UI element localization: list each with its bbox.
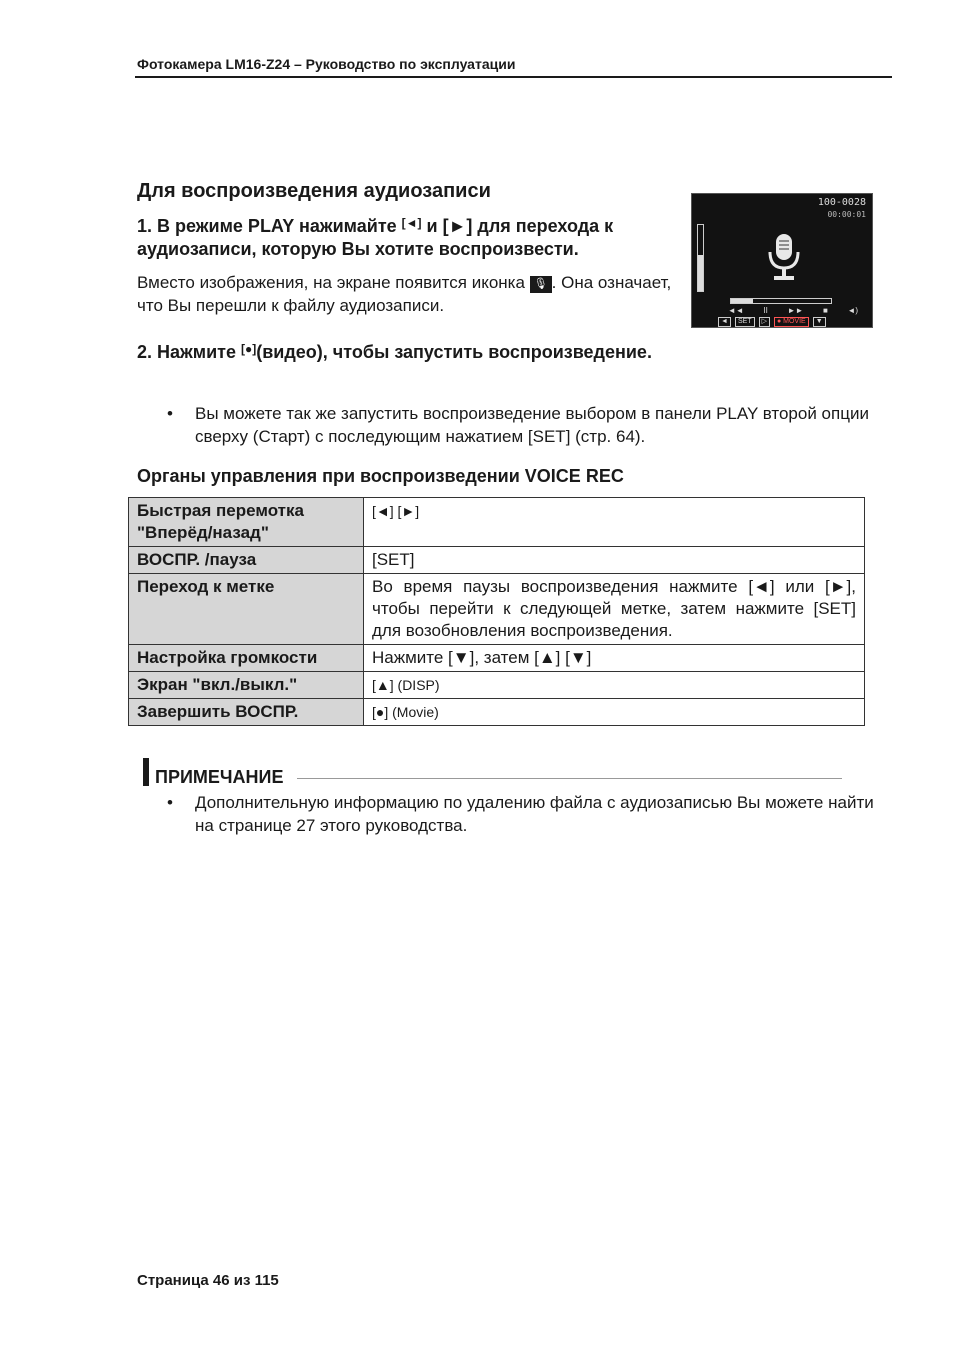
note-title: ПРИМЕЧАНИЕ (155, 767, 284, 787)
table-cell-action: [▲] (DISP) (364, 672, 865, 699)
table-cell-action: [◄] [►] (364, 498, 865, 547)
table-row (129, 672, 865, 699)
step-2-prefix: 2. Нажмите (137, 342, 241, 362)
camera-screen (691, 193, 873, 328)
section-title: Для воспроизведения аудиозаписи (137, 180, 491, 202)
table-row (129, 645, 865, 672)
table-cell-action: [●] (Movie) (364, 699, 865, 726)
step-1-description (137, 271, 677, 317)
step-1 (137, 212, 682, 261)
header-rule (135, 76, 892, 78)
table-cell-control: Экран "вкл./выкл." (129, 672, 364, 699)
note-bullet (167, 791, 879, 837)
playback-controls (718, 306, 868, 315)
desc-after: . Она означает, что Вы перешли к файлу аудиозаписи. (137, 273, 672, 315)
bullet-dot: • (167, 793, 173, 812)
table-row (129, 498, 865, 547)
key-set: SET (735, 317, 755, 327)
note-marker (143, 758, 149, 786)
volume-fill (698, 255, 703, 291)
table-cell-control: Завершить ВОСПР. (129, 699, 364, 726)
bullet-text: Вы можете так же запустить воспроизведение выбором в панели PLAY второй опции сверху (Старт) с последующим нажатием [SET] (стр. 64). (195, 404, 869, 446)
key-down: ▼ (813, 317, 826, 327)
table-cell-control: Настройка громкости (129, 645, 364, 672)
table-title: Органы управления при воспроизведении VOICE REC (137, 466, 624, 486)
rewind-key-glyph: [◄] (401, 216, 422, 230)
table-cell-control: ВОСПР. /пауза (129, 547, 364, 574)
key-movie: ● MOVIE (774, 317, 809, 327)
table-cell-control: Переход к метке (129, 574, 364, 645)
step-2 (137, 338, 677, 364)
table-row (129, 574, 865, 645)
desc-before: Вместо изображения, на экране появится иконка (137, 273, 530, 292)
step-1-suffix: и [►] для перехода к аудиозаписи, которую Вы хотите воспроизвести. (137, 216, 614, 259)
controls-table (128, 497, 865, 726)
volume-icon: ◄) (847, 306, 859, 315)
page-header: Фотокамера LM16-Z24 – Руководство по эксплуатации (137, 56, 516, 72)
note-rule (297, 778, 842, 779)
step-1-prefix: 1. В режиме PLAY нажимайте (137, 216, 402, 236)
mic-icon: 🎙 (530, 276, 552, 293)
step-2-suffix: (видео), чтобы запустить воспроизведение. (256, 342, 652, 362)
bullet-item (167, 402, 879, 448)
table-row (129, 699, 865, 726)
bullet-dot: • (167, 404, 173, 423)
pause-icon: II (763, 306, 768, 315)
key-right: ▷ (759, 317, 770, 327)
table-row (129, 547, 865, 574)
fast-forward-icon: ►► (787, 306, 804, 315)
key-hints (718, 317, 868, 327)
playback-time: 00:00:01 (827, 210, 866, 219)
table-cell-control: Быстрая перемотка "Вперёд/назад" (129, 498, 364, 547)
rewind-icon: ◄◄ (727, 306, 744, 315)
table-cell-action: Во время паузы воспроизведения нажмите [◄] или [►], чтобы перейти к следующей метке, затем нажмите [SET] для возобновления воспроизведения. (364, 574, 865, 645)
file-number: 100-0028 (817, 197, 866, 208)
page-footer: Страница 46 из 115 (137, 1272, 279, 1289)
movie-key-glyph: [●] (241, 342, 257, 356)
note-bullet-text: Дополнительную информацию по удалению файла с аудиозаписью Вы можете найти на странице 27 этого руководства. (195, 793, 874, 835)
table-cell-action: [SET] (364, 547, 865, 574)
progress-bar (730, 298, 832, 304)
key-left: ◄ (718, 317, 731, 327)
volume-bar (697, 224, 704, 292)
mic-icon (764, 232, 804, 284)
table-cell-action: Нажмите [▼], затем [▲] [▼] (364, 645, 865, 672)
progress-fill (731, 299, 753, 303)
stop-icon: ■ (822, 306, 828, 315)
